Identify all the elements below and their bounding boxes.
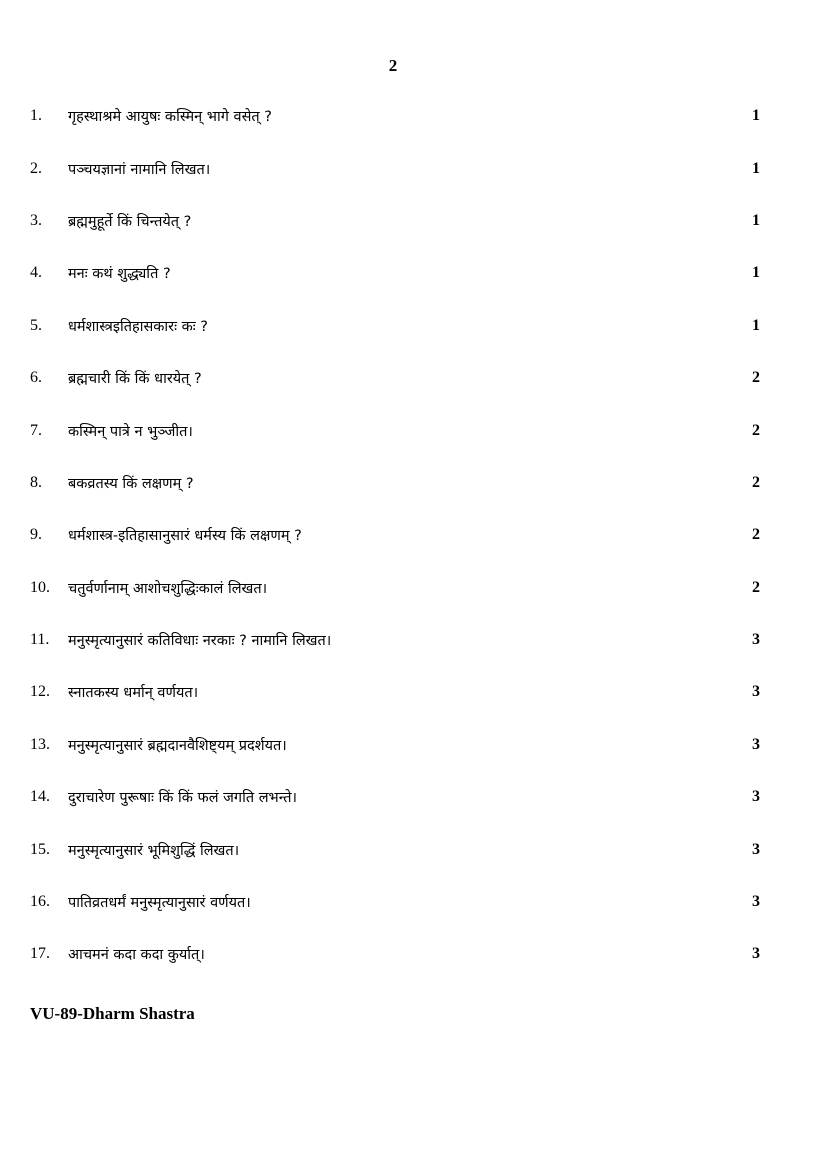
question-row: [30, 404, 760, 456]
question-text: ब्रह्ममुहूर्ते किं चिन्तयेत् ?: [68, 213, 192, 230]
question-marks: 3: [752, 631, 760, 649]
question-row: [30, 457, 760, 509]
question-text: ब्रह्मचारी किं किं धारयेत् ?: [68, 371, 202, 388]
question-row: [30, 928, 760, 980]
question-text: मनुस्मृत्यानुसारं कतिविधाः नरकाः ? नामानि लिखत।: [68, 633, 332, 650]
question-number: 10.: [30, 578, 50, 596]
question-number: 4.: [30, 264, 42, 282]
question-text: बकव्रतस्य किं लक्षणम् ?: [68, 475, 194, 492]
question-marks: 1: [752, 107, 760, 125]
question-number: 17.: [30, 945, 50, 963]
question-text: पञ्चयज्ञानां नामानि लिखत।: [68, 161, 211, 178]
question-text: दुराचारेण पुरूषाः किं किं फलं जगति लभन्ते।: [68, 790, 297, 807]
question-number: 9.: [30, 526, 42, 544]
question-number: 12.: [30, 683, 50, 701]
question-text: मनुस्मृत्यानुसारं ब्रह्मदानवैशिष्ट्यम् प्रदर्शयत।: [68, 737, 287, 754]
question-number: 13.: [30, 735, 50, 753]
question-marks: 2: [752, 578, 760, 596]
question-row: [30, 142, 760, 194]
question-marks: 3: [752, 735, 760, 753]
question-list: [30, 90, 760, 981]
question-number: 11.: [30, 631, 50, 649]
question-row: [30, 876, 760, 928]
question-number: 15.: [30, 840, 50, 858]
question-number: 8.: [30, 473, 42, 491]
question-row: [30, 771, 760, 823]
question-number: 16.: [30, 893, 50, 911]
question-number: 7.: [30, 421, 42, 439]
question-row: [30, 614, 760, 666]
question-number: 6.: [30, 369, 42, 387]
question-row: [30, 90, 760, 142]
question-marks: 2: [752, 526, 760, 544]
question-row: [30, 666, 760, 718]
question-marks: 1: [752, 211, 760, 229]
question-text: चतुर्वर्णानाम् आशोचशुद्धिःकालं लिखत।: [68, 580, 268, 597]
question-row: [30, 719, 760, 771]
question-text: गृहस्थाश्रमे आयुषः कस्मिन् भागे वसेत् ?: [68, 109, 272, 126]
question-text: कस्मिन् पात्रे न भुञ्जीत।: [68, 423, 193, 440]
question-text: आचमनं कदा कदा कुर्यात्।: [68, 947, 205, 964]
question-row: [30, 562, 760, 614]
question-marks: 1: [752, 264, 760, 282]
question-row: [30, 509, 760, 561]
question-text: स्नातकस्य धर्मान् वर्णयत।: [68, 685, 199, 702]
question-marks: 2: [752, 473, 760, 491]
question-marks: 3: [752, 788, 760, 806]
question-marks: 1: [752, 159, 760, 177]
question-marks: 2: [752, 421, 760, 439]
question-marks: 2: [752, 369, 760, 387]
question-row: [30, 195, 760, 247]
question-number: 1.: [30, 107, 42, 125]
question-text: मनः कथं शुद्ध्यति ?: [68, 266, 171, 283]
question-marks: 3: [752, 840, 760, 858]
question-number: 5.: [30, 316, 42, 334]
question-marks: 1: [752, 316, 760, 334]
question-number: 14.: [30, 788, 50, 806]
question-text: मनुस्मृत्यानुसारं भूमिशुद्धिं लिखत।: [68, 842, 240, 859]
question-marks: 3: [752, 945, 760, 963]
question-row: [30, 300, 760, 352]
question-number: 2.: [30, 159, 42, 177]
page-number: 2: [388, 56, 398, 75]
paper-code-footer: VU-89-Dharm Shastra: [30, 1004, 195, 1023]
question-text: धर्मशास्त्र-इतिहासानुसारं धर्मस्य किं लक्षणम् ?: [68, 528, 302, 545]
question-row: [30, 247, 760, 299]
question-row: [30, 352, 760, 404]
question-text: पातिव्रतधर्मं मनुस्मृत्यानुसारं वर्णयत।: [68, 895, 251, 912]
question-text: धर्मशास्त्रइतिहासकारः कः ?: [68, 318, 208, 335]
question-marks: 3: [752, 683, 760, 701]
question-number: 3.: [30, 211, 42, 229]
question-marks: 3: [752, 893, 760, 911]
question-row: [30, 823, 760, 875]
